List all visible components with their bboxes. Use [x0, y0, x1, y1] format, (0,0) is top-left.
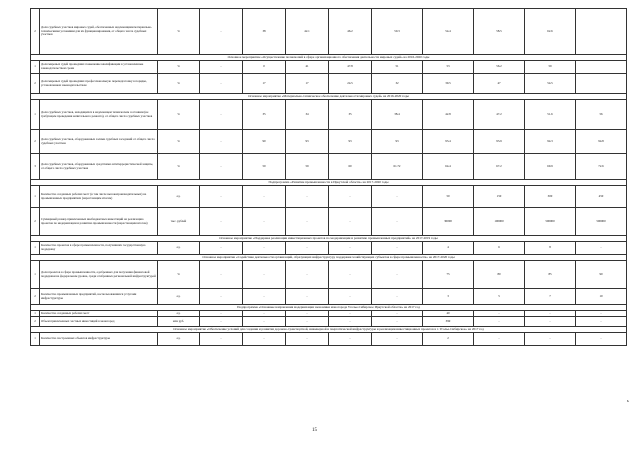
- value-cell: -: [200, 186, 243, 208]
- value-cell: 72.6: [576, 154, 627, 180]
- indicator-name: Доля судебных участков мировых судей, обеспеченных надлежащими материально-техническими условиями для их функционирования, от общего числа судебных участков: [40, 9, 158, 55]
- value-cell: 75: [423, 261, 474, 289]
- value-cell: -: [372, 186, 423, 208]
- value-cell: -: [286, 186, 329, 208]
- row-number: 2: [31, 289, 40, 305]
- value-cell: 35: [243, 100, 286, 130]
- unit-cell: ед.: [158, 186, 200, 208]
- value-cell: 54.4: [423, 9, 474, 55]
- value-cell: 59: [286, 154, 329, 180]
- empty-cell: [576, 9, 627, 55]
- section-title: Подпрограмма «Развитие промышленности в Иркутской области» на 2017-2020 годы: [31, 180, 627, 186]
- row-number: 1: [31, 100, 40, 130]
- value-cell: 64.4: [423, 154, 474, 180]
- section-title: Основное мероприятие «Осуществление полномочий в сфере организационного обеспечения деятельности мировых судей» на 2016-2020 годы: [31, 55, 627, 61]
- value-cell: -: [329, 242, 372, 255]
- value-cell: -: [329, 261, 372, 289]
- unit-cell: %: [158, 261, 200, 289]
- value-cell: -: [525, 317, 576, 327]
- value-cell: -: [286, 208, 329, 236]
- row-number: 2: [31, 130, 40, 154]
- value-cell: 47: [474, 74, 525, 94]
- value-cell: -: [243, 311, 286, 317]
- value-cell: -: [474, 317, 525, 327]
- value-cell: 3: [423, 289, 474, 305]
- value-cell: 150: [474, 186, 525, 208]
- value-cell: -: [329, 317, 372, 327]
- value-cell: 35: [329, 100, 372, 130]
- indicator-name: Суммарный размер привлеченных внебюджетных инвестиций на реализацию проектов по модернизации и развитию промышленности (нарастающим итогом): [40, 208, 158, 236]
- indicator-name: Количество построенных объектов инфраструктуры: [40, 333, 158, 346]
- value-cell: -: [286, 333, 329, 346]
- table-row: [31, 208, 627, 236]
- edge-mark: ь: [627, 398, 629, 403]
- value-cell: -: [200, 100, 243, 130]
- value-cell: 90: [576, 261, 627, 289]
- value-cell: 58.5: [474, 9, 525, 55]
- value-cell: 47.2: [474, 100, 525, 130]
- value-cell: 500000: [525, 208, 576, 236]
- indicator-name: Доля судебных участков, оборудованных средствами антитеррористической защиты, от общего числа судебных участков: [40, 154, 158, 180]
- value-cell: 47.8: [329, 61, 372, 74]
- value-cell: -: [576, 317, 627, 327]
- value-cell: 50: [243, 154, 286, 180]
- value-cell: 38.4: [372, 100, 423, 130]
- value-cell: -: [372, 242, 423, 255]
- value-cell: 42.8: [423, 100, 474, 130]
- unit-cell: ед.: [158, 333, 200, 346]
- value-cell: 6: [474, 242, 525, 255]
- value-cell: -: [243, 242, 286, 255]
- value-cell: -: [200, 333, 243, 346]
- unit-cell: %: [158, 130, 200, 154]
- value-cell: 4: [423, 242, 474, 255]
- unit-cell: ед.: [158, 311, 200, 317]
- row-number: 3: [31, 154, 40, 180]
- value-cell: 50.3: [372, 9, 423, 55]
- table-row: [31, 261, 627, 289]
- value-cell: -: [329, 311, 372, 317]
- value-cell: -: [243, 186, 286, 208]
- empty-cell: [576, 61, 627, 74]
- value-cell: 8: [525, 242, 576, 255]
- section-title: Подпрограмма «Основные направления модернизации экономики моногорода Усолье-Сибирское Иркутской области» на 2017 год: [31, 305, 627, 311]
- value-cell: 93: [372, 130, 423, 154]
- value-cell: 93.9: [474, 130, 525, 154]
- value-cell: -: [200, 9, 243, 55]
- value-cell: -: [243, 261, 286, 289]
- value-cell: 59: [525, 61, 576, 74]
- value-cell: 62.6: [525, 9, 576, 55]
- value-cell: -: [329, 289, 372, 305]
- value-cell: -: [286, 317, 329, 327]
- indicator-name: Доля судебных участков, оборудованных залами судебных заседаний от общего числа судебных участков: [40, 130, 158, 154]
- section-title: Основное мероприятие «Обеспечение условий для создания и развития дорожно-транспортной, инженерной и энергетической инфраструктуры и реализации инвестиционных проектов в г. Усолье-Сибирское» на 2017 год: [31, 327, 627, 333]
- indicators-table: [30, 8, 627, 346]
- value-cell: 10: [576, 289, 627, 305]
- table-row: [31, 333, 627, 346]
- table-row: [31, 154, 627, 180]
- value-cell: -: [243, 333, 286, 346]
- unit-cell: %: [158, 74, 200, 94]
- row-number: 1: [31, 333, 40, 346]
- value-cell: 61.72: [372, 154, 423, 180]
- value-cell: 54.5: [525, 74, 576, 94]
- value-cell: 5: [474, 289, 525, 305]
- value-cell: 41: [286, 61, 329, 74]
- row-number: 2: [31, 208, 40, 236]
- value-cell: -: [329, 208, 372, 236]
- value-cell: 32: [372, 74, 423, 94]
- value-cell: 46.2: [329, 9, 372, 55]
- value-cell: 51: [372, 61, 423, 74]
- value-cell: -: [286, 261, 329, 289]
- table-row: [31, 317, 627, 327]
- row-number: 1: [31, 261, 40, 289]
- unit-cell: %: [158, 100, 200, 130]
- row-number: 1: [31, 186, 40, 208]
- value-cell: -: [474, 333, 525, 346]
- section-title: Основное мероприятие «Содействие деятельности организаций, образующих инфраструктуру поддержки хозяйствующих субъектов в сфере промышленности» на 2017-2020 годы: [31, 255, 627, 261]
- value-cell: 40: [423, 311, 474, 317]
- value-cell: -: [372, 208, 423, 236]
- value-cell: -: [372, 311, 423, 317]
- table-row: [31, 186, 627, 208]
- value-cell: -: [286, 311, 329, 317]
- value-cell: 2: [423, 333, 474, 346]
- row-number: 2: [31, 317, 40, 327]
- unit-cell: тыс. рублей: [158, 208, 200, 236]
- section-title: Основное мероприятие «Поддержка реализации инвестиционных проектов по модернизации и развитию промышленных предприятий» на 2017-2019 годы: [31, 236, 627, 242]
- value-cell: 39.5: [423, 74, 474, 94]
- value-cell: 93: [286, 130, 329, 154]
- value-cell: -: [200, 130, 243, 154]
- value-cell: 0: [243, 61, 286, 74]
- value-cell: -: [372, 289, 423, 305]
- value-cell: 30000: [423, 208, 474, 236]
- indicator-name: Доля мировых судей прошедших повышение квалификации в установленные законодательством сроки: [40, 61, 158, 74]
- value-cell: -: [372, 261, 423, 289]
- value-cell: -: [474, 311, 525, 317]
- value-cell: 300: [525, 186, 576, 208]
- value-cell: -: [329, 186, 372, 208]
- value-cell: 94.3: [525, 130, 576, 154]
- unit-cell: %: [158, 9, 200, 55]
- row-number: 1: [31, 242, 40, 255]
- value-cell: -: [329, 333, 372, 346]
- value-cell: 100000: [474, 208, 525, 236]
- value-cell: 450: [576, 186, 627, 208]
- value-cell: 53: [423, 61, 474, 74]
- table-row: [31, 289, 627, 305]
- empty-cell: [576, 74, 627, 94]
- indicator-name: Количество созданных рабочих мест (в том числе высокопроизводительных) на промышленных предприятиях (нарастающим итогом): [40, 186, 158, 208]
- indicator-name: Доля мировых судей прошедших профессиональную переподготовку в порядке, установленном законодательством: [40, 74, 158, 94]
- indicator-name: Доля проектов в сфере промышленности, одобренных для получения финансовой поддержки на федеральном уровне, среди отобранных региональной инфраструктурой: [40, 261, 158, 289]
- value-cell: -: [525, 311, 576, 317]
- row-number: 1: [31, 311, 40, 317]
- value-cell: -: [286, 242, 329, 255]
- table-row: [31, 9, 627, 55]
- value-cell: 24.5: [329, 74, 372, 94]
- value-cell: 50: [423, 186, 474, 208]
- unit-cell: млн руб.: [158, 317, 200, 327]
- value-cell: -: [243, 317, 286, 327]
- value-cell: -: [200, 317, 243, 327]
- value-cell: 34: [286, 100, 329, 130]
- value-cell: 7: [525, 289, 576, 305]
- row-number: 2: [31, 9, 40, 55]
- value-cell: 67.2: [474, 154, 525, 180]
- value-cell: 60: [329, 154, 372, 180]
- value-cell: -: [243, 208, 286, 236]
- value-cell: 399: [423, 317, 474, 327]
- row-number: 2: [31, 74, 40, 94]
- indicator-name: Объем привлеченных частных инвестиций в моногород: [40, 317, 158, 327]
- value-cell: -: [372, 333, 423, 346]
- document-sheet: [30, 8, 626, 346]
- value-cell: 56.2: [474, 61, 525, 74]
- indicator-name: Количество промышленных предприятий, воспользовавшихся услугами инфраструктуры: [40, 289, 158, 305]
- value-cell: -: [576, 242, 627, 255]
- unit-cell: ед.: [158, 289, 200, 305]
- value-cell: 94.8: [576, 130, 627, 154]
- value-cell: -: [286, 289, 329, 305]
- value-cell: 17: [243, 74, 286, 94]
- table-row: [31, 74, 627, 94]
- table-row: [31, 100, 627, 130]
- value-cell: 56: [576, 100, 627, 130]
- table-row: [31, 61, 627, 74]
- unit-cell: %: [158, 61, 200, 74]
- value-cell: 93: [329, 130, 372, 154]
- value-cell: -: [372, 317, 423, 327]
- value-cell: -: [200, 74, 243, 94]
- unit-cell: ед.: [158, 242, 200, 255]
- value-cell: 85: [525, 261, 576, 289]
- value-cell: 500000: [576, 208, 627, 236]
- table-row: [31, 130, 627, 154]
- value-cell: 17: [286, 74, 329, 94]
- indicator-name: Количество созданных рабочих мест: [40, 311, 158, 317]
- value-cell: 38: [243, 9, 286, 55]
- value-cell: -: [576, 333, 627, 346]
- indicator-name: Количество проектов в сфере промышленности, получивших государственную поддержку: [40, 242, 158, 255]
- value-cell: -: [525, 333, 576, 346]
- value-cell: -: [200, 311, 243, 317]
- value-cell: 93.4: [423, 130, 474, 154]
- table-body: [31, 9, 627, 346]
- value-cell: 42.1: [286, 9, 329, 55]
- value-cell: -: [200, 208, 243, 236]
- value-cell: -: [200, 261, 243, 289]
- value-cell: -: [243, 289, 286, 305]
- row-number: 1: [31, 61, 40, 74]
- section-title: Основное мероприятие «Материально-техническое обеспечение деятельности мировых судей» на 2016-2020 годы: [31, 94, 627, 100]
- unit-cell: %: [158, 154, 200, 180]
- value-cell: -: [576, 311, 627, 317]
- value-cell: -: [200, 242, 243, 255]
- value-cell: 80: [474, 261, 525, 289]
- value-cell: 90: [243, 130, 286, 154]
- table-row: [31, 242, 627, 255]
- page-number: 15: [312, 428, 317, 433]
- value-cell: -: [200, 154, 243, 180]
- value-cell: -: [200, 61, 243, 74]
- indicator-name: Доля судебных участков, находящихся в надлежащем техническом состоянии (не требующем проведения капитального ремонта), от общего числа судебных участков: [40, 100, 158, 130]
- value-cell: 69.9: [525, 154, 576, 180]
- value-cell: -: [200, 289, 243, 305]
- value-cell: 51.6: [525, 100, 576, 130]
